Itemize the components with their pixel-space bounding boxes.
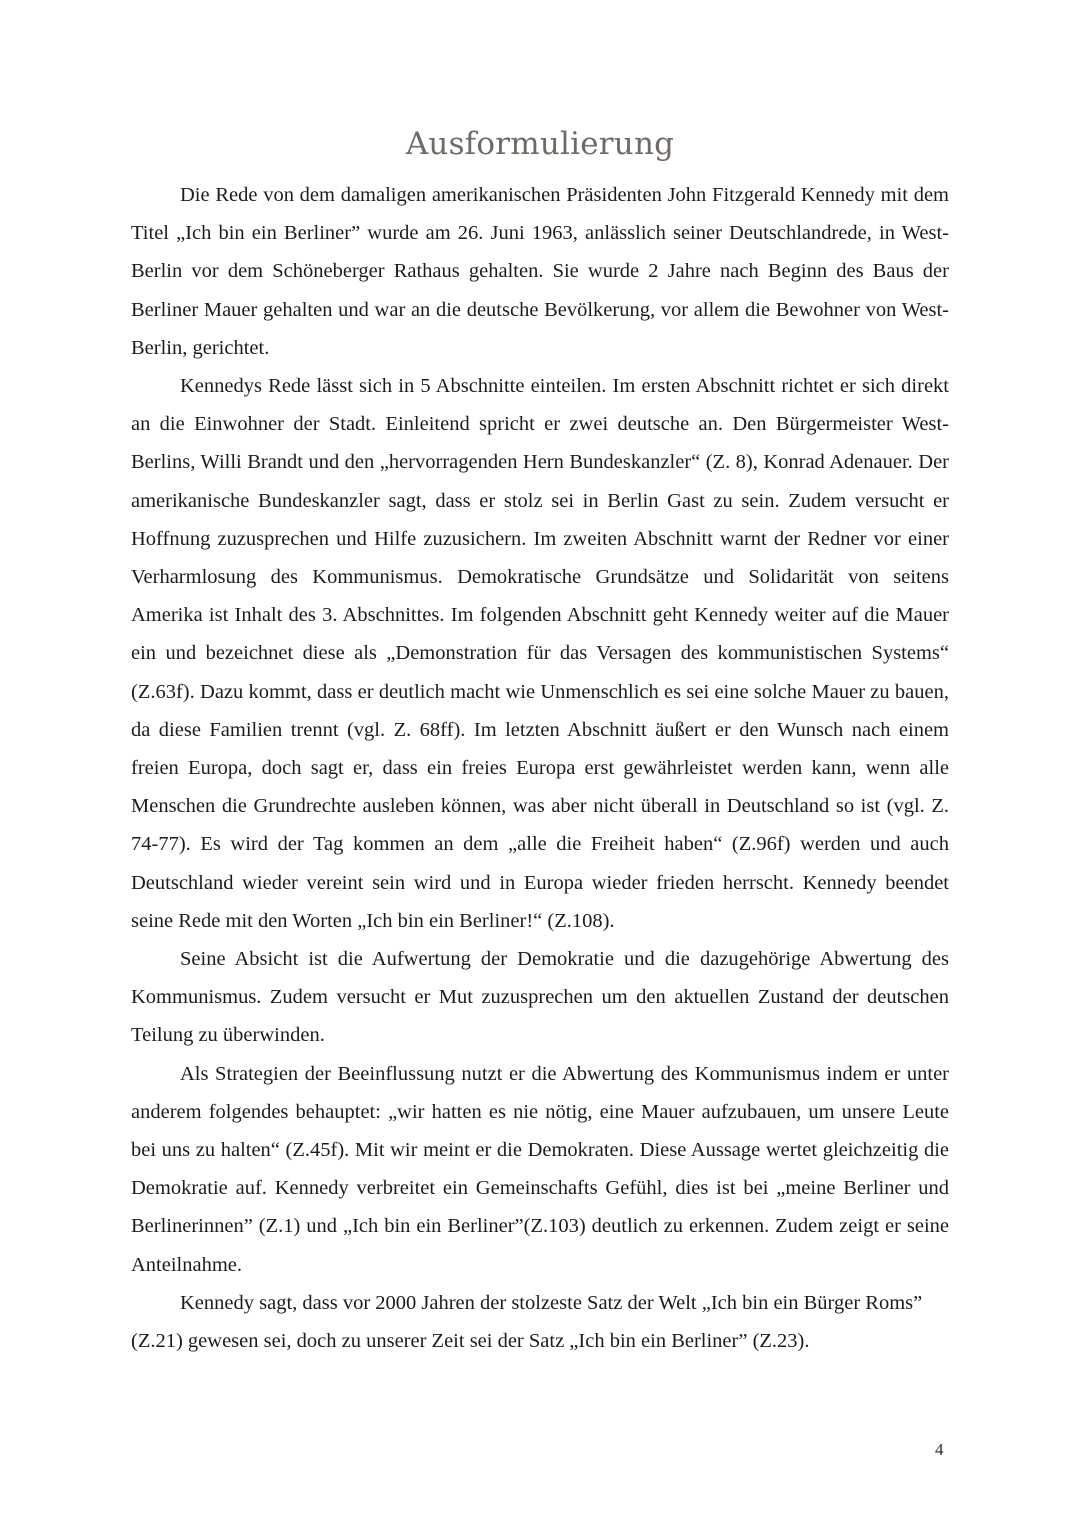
page-title: Ausformulierung [405, 126, 675, 162]
document-body [131, 176, 949, 1360]
paragraph-introduction: Die Rede von dem damaligen amerikanischen Präsidenten John Fitzgerald Kennedy mit dem Titel „Ich bin ein Berliner” wurde am 26. Juni 1963, anlässlich seiner Deutschlandrede, in West-Berlin vor dem Schöneberger Rathaus gehalten. Sie wurde 2 Jahre nach Beginn des Baus der Berliner Mauer gehalten und war an die deutsche Bevölkerung, vor allem die Bewohner von West-Berlin, gerichtet. [131, 184, 949, 359]
page-number: 4 [935, 1440, 944, 1459]
paragraph-structure: Kennedys Rede lässt sich in 5 Abschnitte einteilen. Im ersten Abschnitt richtet er sich direkt an die Einwohner der Stadt. Einleitend spricht er zwei deutsche an. Den Bürgermeister West-Berlins, Willi Brandt und den „hervorragenden Hern Bundeskanzler“ (Z. 8), Konrad Adenauer. Der amerikanische Bundeskanzler sagt, dass er stolz sei in Berlin Gast zu sein. Zudem versucht er Hoffnung zuzusprechen und Hilfe zuzusichern. Im zweiten Abschnitt warnt der Redner vor einer Verharmlosung des Kommunismus. Demokratische Grundsätze und Solidarität von seitens Amerika ist Inhalt des 3. Abschnittes. Im folgenden Abschnitt geht Kennedy weiter auf die Mauer ein und bezeichnet diese als „Demonstration für das Versagen des kommunistischen Systems“ (Z.63f). Dazu kommt, dass er deutlich macht wie Unmenschlich es sei eine solche Mauer zu bauen, da diese Familien trennt (vgl. Z. 68ff). Im letzten Abschnitt äußert er den Wunsch nach einem freien Europa, doch sagt er, dass ein freies Europa erst gewährleistet werden kann, wenn alle Menschen die Grundrechte ausleben können, was aber nicht überall in Deutschland so ist (vgl. Z. 74-77). Es wird der Tag kommen an dem „alle die Freiheit haben“ (Z.96f) werden und auch Deutschland wieder vereint sein wird und in Europa wieder frieden herrscht. Kennedy beendet seine Rede mit den Worten „Ich bin ein Berliner!“ (Z.108). [131, 375, 949, 932]
paragraph-intention: Seine Absicht ist die Aufwertung der Demokratie und die dazugehörige Abwertung des Kommunismus. Zudem versucht er Mut zuzusprechen um den aktuellen Zustand der deutschen Teilung zu überwinden. [131, 948, 949, 1047]
paragraph-citizen-quote: Kennedy sagt, dass vor 2000 Jahren der stolzeste Satz der Welt „Ich bin ein Bürger Roms” (Z.21) gewesen sei, doch zu unserer Zeit sei der Satz „Ich bin ein Berliner” (Z.23). [131, 1291, 923, 1353]
paragraph-strategies: Als Strategien der Beeinflussung nutzt er die Abwertung des Kommunismus indem er unter anderem folgendes behauptet: „wir hatten es nie nötig, eine Mauer aufzubauen, um unsere Leute bei uns zu halten“ (Z.45f). Mit wir meint er die Demokraten. Diese Aussage wertet gleichzeitig die Demokratie auf. Kennedy verbreitet ein Gemeinschafts Gefühl, dies ist bei „meine Berliner und Berlinerinnen” (Z.1) und „Ich bin ein Berliner”(Z.103) deutlich zu erkennen. Zudem zeigt er seine Anteilnahme. [131, 1062, 949, 1276]
